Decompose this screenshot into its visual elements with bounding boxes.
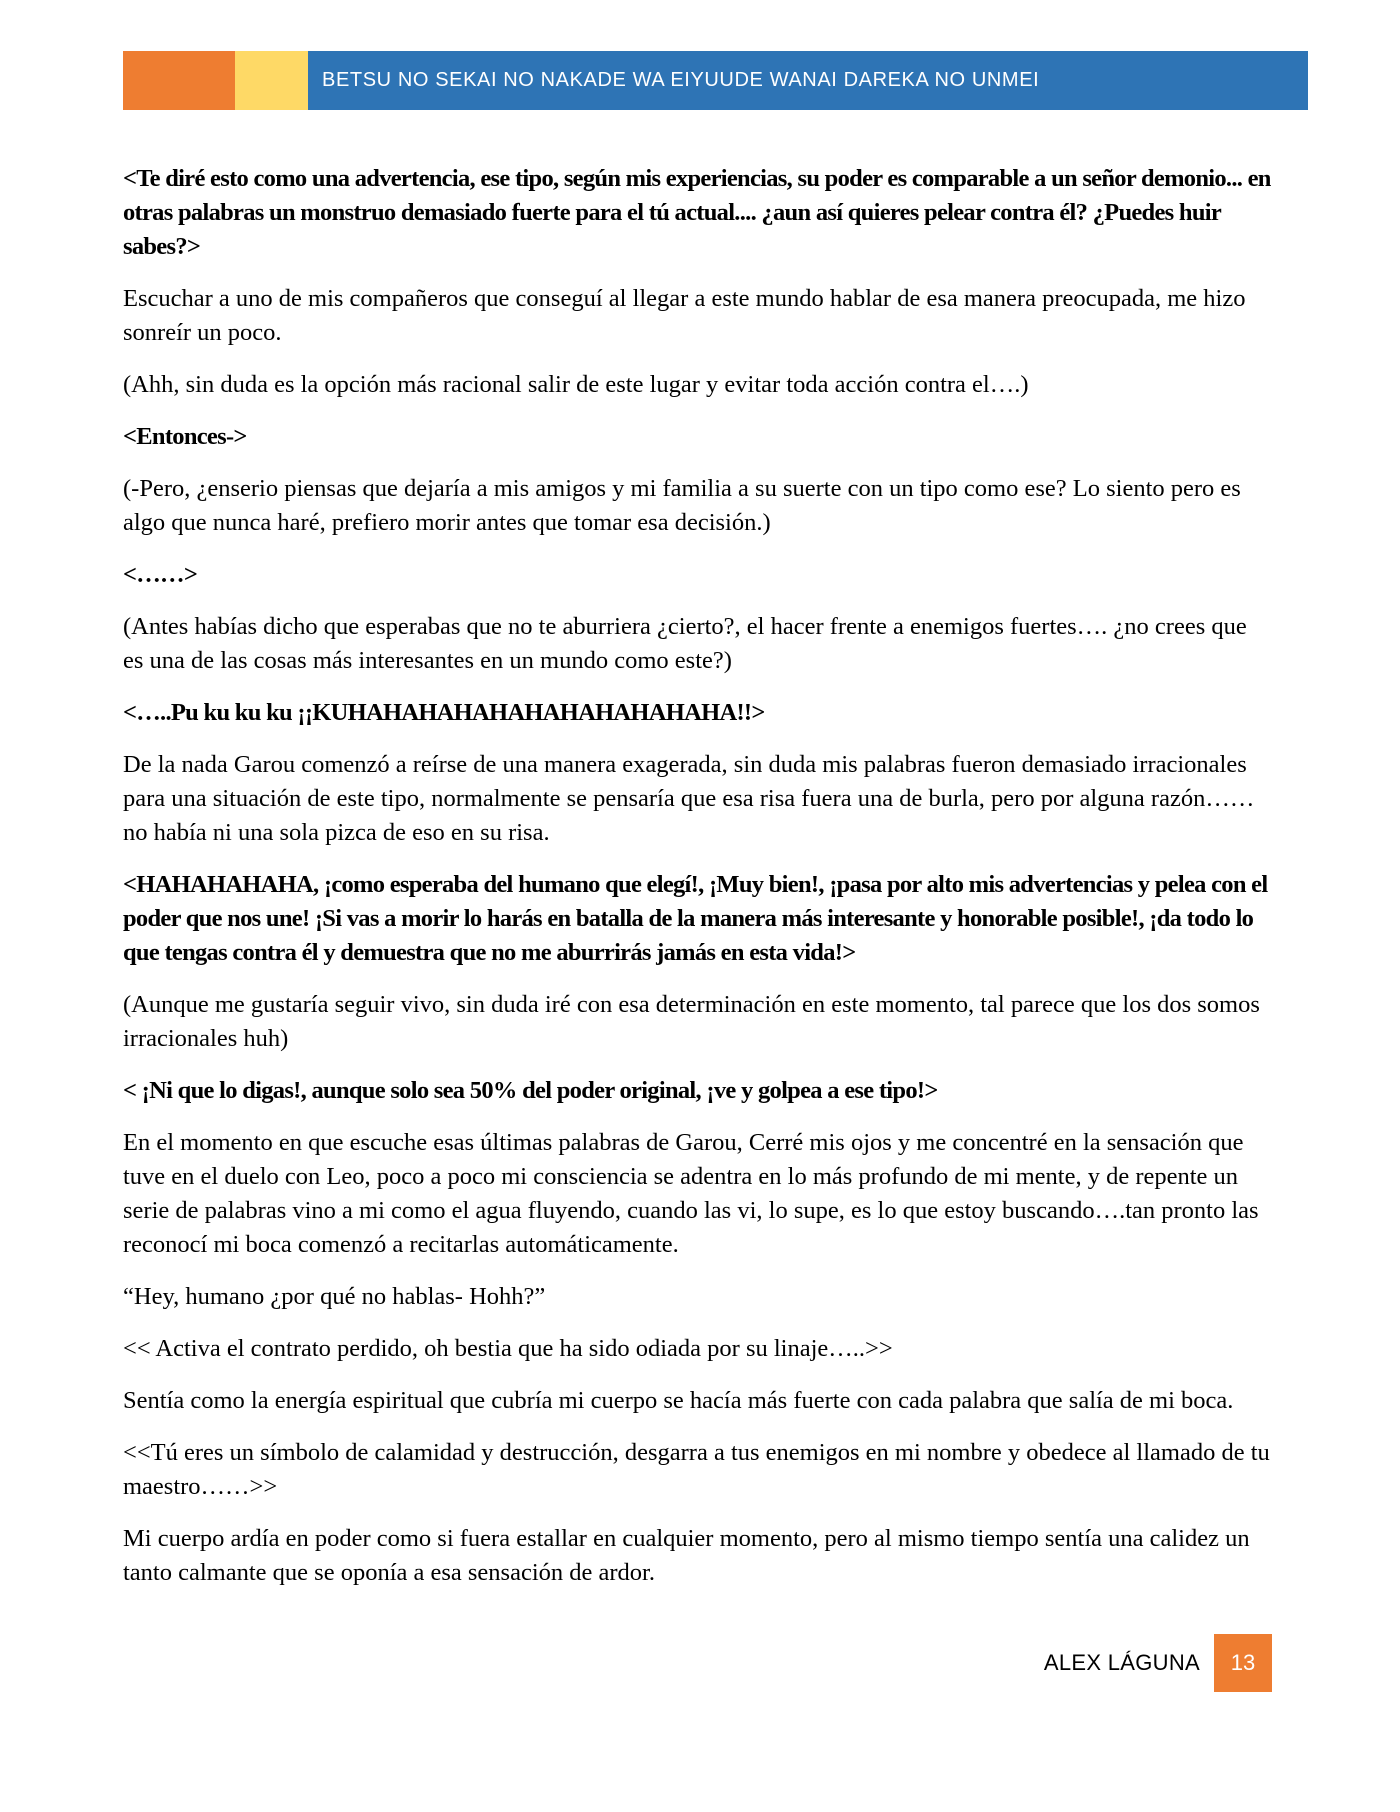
paragraph-13: En el momento en que escuche esas últimas palabras de Garou, Cerré mis ojos y me concentré en la sensación que tuve en el duelo con Leo, poco a poco mi consciencia se adentra en lo más profundo de mi mente, y de repente un serie de palabras vino a mi como el agua fluyendo, cuando las vi, lo supe, es lo que estoy buscando….tan pronto las reconocí mi boca comenzó a recitarlas automáticamente. <box>123 1129 1259 1258</box>
header-title-bar <box>308 51 1308 110</box>
paragraph-14: “Hey, humano ¿por qué no hablas- Hohh?” <box>123 1283 546 1310</box>
paragraph-7: (Antes habías dicho que esperabas que no te aburriera ¿cierto?, el hacer frente a enemigos fuertes…. ¿no crees que es una de las cosas más interesantes en un mundo como este?) <box>123 613 1247 674</box>
paragraph-17: <<Tú eres un símbolo de calamidad y destrucción, desgarra a tus enemigos en mi nombre y obedece al llamado de tu maestro……>> <box>123 1439 1270 1500</box>
paragraph-11: (Aunque me gustaría seguir vivo, sin duda iré con esa determinación en este momento, tal parece que los dos somos irracionales huh) <box>123 991 1260 1052</box>
header-title: BETSU NO SEKAI NO NAKADE WA EIYUUDE WANAI DAREKA NO UNMEI <box>322 69 1040 91</box>
paragraph-4: <Entonces-> <box>123 423 247 450</box>
page-number: 13 <box>1214 1634 1272 1692</box>
page-body <box>123 162 1271 1608</box>
header-yellow-block <box>235 51 308 110</box>
paragraph-5: (-Pero, ¿enserio piensas que dejaría a mis amigos y mi familia a su suerte con un tipo como ese? Lo siento pero es algo que nunca haré, prefiero morir antes que tomar esa decisión.) <box>123 475 1241 536</box>
page-footer <box>1000 1634 1272 1692</box>
paragraph-3: (Ahh, sin duda es la opción más racional salir de este lugar y evitar toda acción contra el….) <box>123 371 1029 398</box>
paragraph-6: <……> <box>123 561 198 588</box>
paragraph-1: <Te diré esto como una advertencia, ese tipo, según mis experiencias, su poder es comparable a un señor demonio... en otras palabras un monstruo demasiado fuerte para el tú actual.... ¿aun así quieres pelear contra él? ¿Puedes huir sabes?> <box>123 165 1271 260</box>
paragraph-2: Escuchar a uno de mis compañeros que conseguí al llegar a este mundo hablar de esa manera preocupada, me hizo sonreír un poco. <box>123 285 1246 346</box>
paragraph-10: <HAHAHAHAHA, ¡como esperaba del humano que elegí!, ¡Muy bien!, ¡pasa por alto mis advertencias y pelea con el poder que nos une! ¡Si vas a morir lo harás en batalla de la manera más interesante y honorable posible!, ¡da todo lo que tengas contra él y demuestra que no me aburrirás jamás en esta vida!> <box>123 871 1268 966</box>
paragraph-15: << Activa el contrato perdido, oh bestia que ha sido odiada por su linaje…..>> <box>123 1335 893 1362</box>
paragraph-8: <…..Pu ku ku ku ¡¡KUHAHAHAHAHAHAHAHAHAHAHA!!> <box>123 699 765 726</box>
header-orange-block <box>123 51 235 110</box>
page-header <box>123 51 1308 110</box>
author-name: ALEX LÁGUNA <box>1043 1650 1200 1675</box>
paragraph-12: < ¡Ni que lo digas!, aunque solo sea 50% del poder original, ¡ve y golpea a ese tipo!> <box>123 1077 938 1104</box>
paragraph-18: Mi cuerpo ardía en poder como si fuera estallar en cualquier momento, pero al mismo tiempo sentía una calidez un tanto calmante que se oponía a esa sensación de ardor. <box>123 1525 1250 1586</box>
paragraph-16: Sentía como la energía espiritual que cubría mi cuerpo se hacía más fuerte con cada palabra que salía de mi boca. <box>123 1387 1234 1414</box>
paragraph-9: De la nada Garou comenzó a reírse de una manera exagerada, sin duda mis palabras fueron demasiado irracionales para una situación de este tipo, normalmente se pensaría que esa risa fuera una de burla, pero por alguna razón……no había ni una sola pizca de eso en su risa. <box>123 751 1255 846</box>
